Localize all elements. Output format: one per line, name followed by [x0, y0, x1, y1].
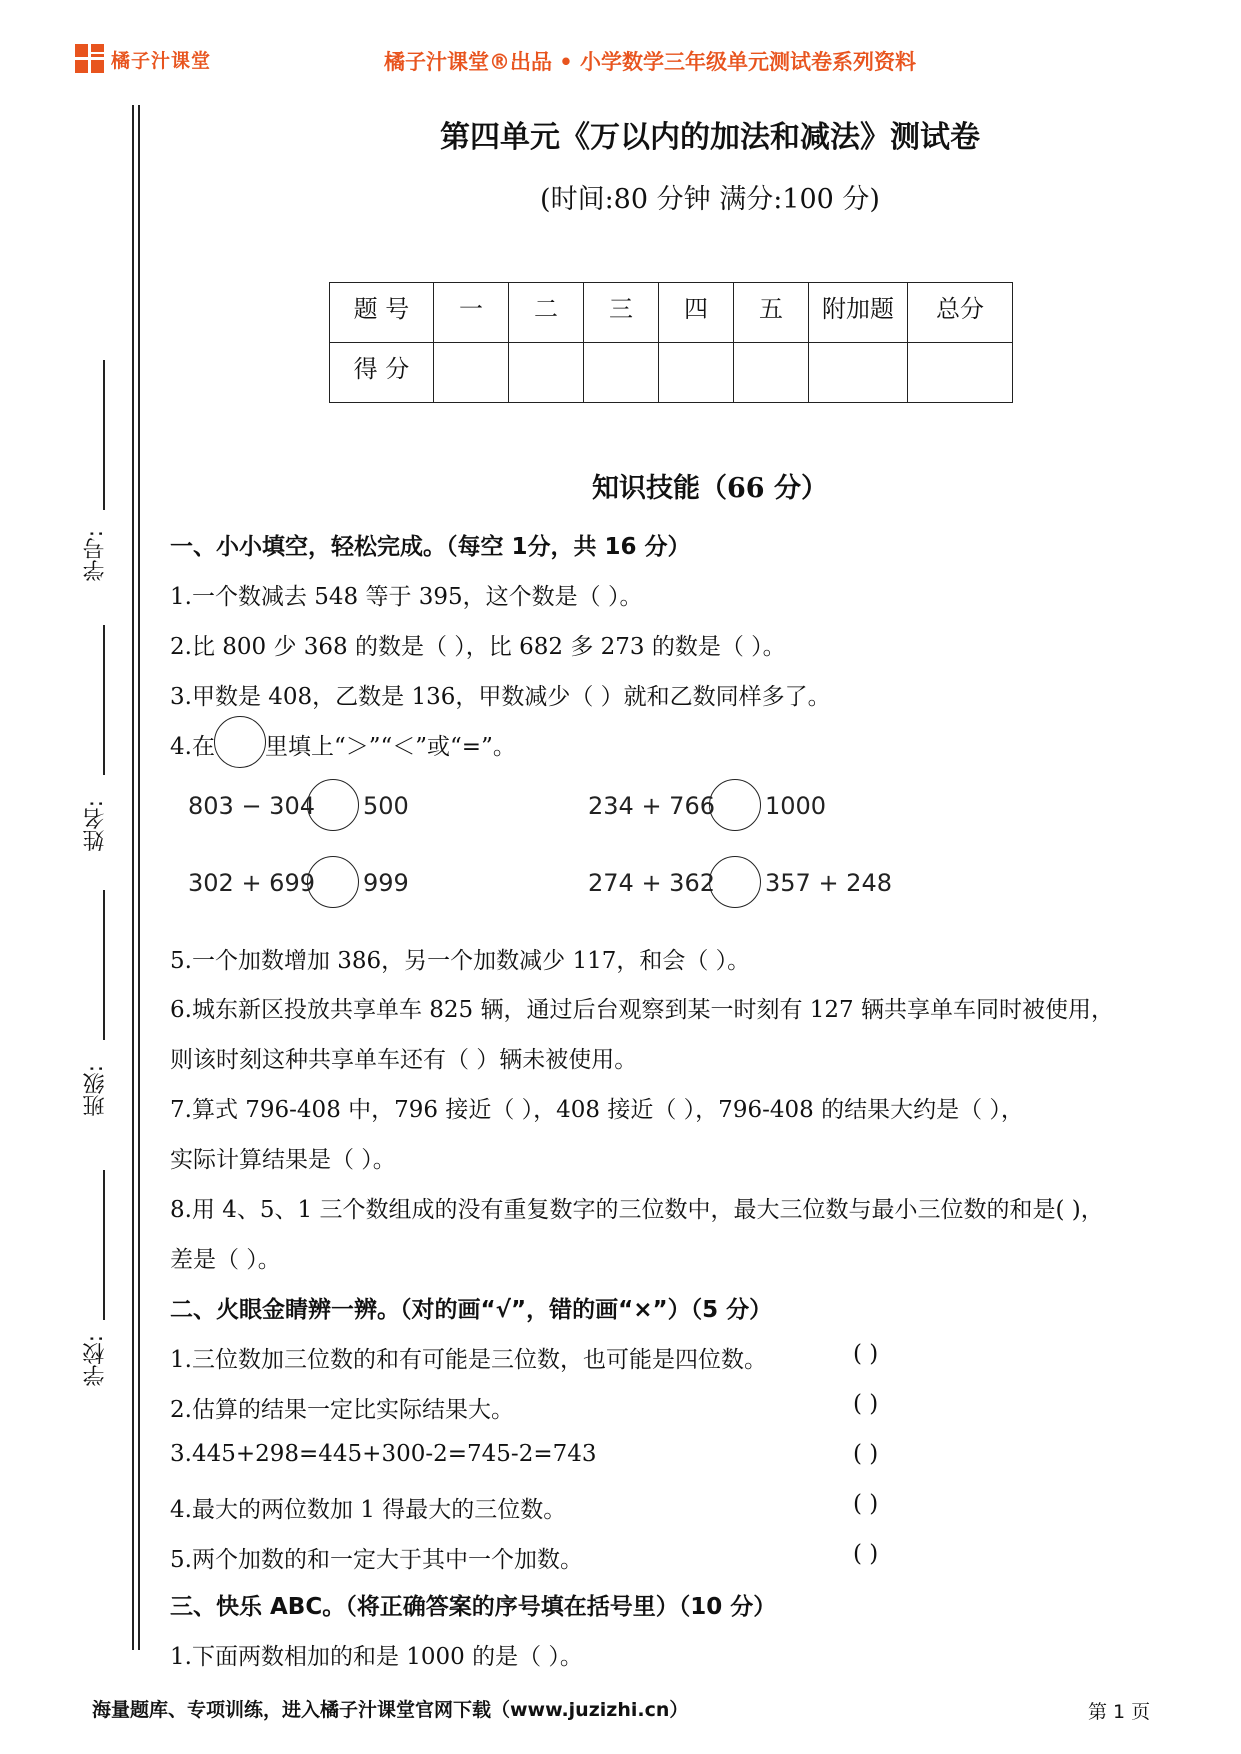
part3-q1: 1.下面两数相加的和是 1000 的是（ ）。 [170, 1644, 583, 1670]
class-label: 班级: [83, 1065, 108, 1117]
answer-paren[interactable]: ( ) [853, 1341, 879, 1367]
binding-line-inner [138, 105, 140, 1650]
expr-c-left: 302 + 699 [188, 869, 315, 897]
school-line [103, 1170, 105, 1320]
answer-paren[interactable]: ( ) [853, 1441, 879, 1467]
part1-q4-pre: 4.在 [170, 734, 215, 760]
part2-item: 1.三位数加三位数的和有可能是三位数，也可能是四位数。 [170, 1347, 767, 1373]
section-title: 知识技能（66 分） [592, 473, 828, 504]
score-table-score-row [330, 343, 1013, 403]
score-header-cell: 附加题 [809, 283, 908, 343]
answer-circle[interactable] [709, 779, 761, 831]
part1-q6-line1: 6.城东新区投放共享单车 825 辆，通过后台观察到某一时刻有 127 辆共享单车同时被使用， [170, 997, 1114, 1023]
name-line [103, 625, 105, 775]
expr-c-right: 999 [363, 869, 409, 897]
exam-subtitle: (时间:80 分钟 满分:100 分) [540, 184, 880, 215]
part1-q7-line1: 7.算式 796-408 中，796 接近（ ），408 接近（ ），796-408 的结果大约是（ ）， [170, 1097, 1024, 1123]
score-header-cell: 四 [659, 283, 734, 343]
school-label: 学校: [83, 1335, 108, 1387]
score-header-cell: 一 [434, 283, 509, 343]
expr-d-left: 274 + 362 [588, 869, 715, 897]
part1-heading: 一、小小填空，轻松完成。（每空 1分，共 16 分） [170, 534, 691, 560]
part1-q3: 3.甲数是 408，乙数是 136，甲数减少（ ）就和乙数同样多了。 [170, 684, 831, 710]
part1-q7-line2: 实际计算结果是（ ）。 [170, 1147, 396, 1173]
answer-paren[interactable]: ( ) [853, 1391, 879, 1417]
score-header-cell: 总分 [908, 283, 1013, 343]
score-header-cell: 二 [509, 283, 584, 343]
answer-circle[interactable] [709, 856, 761, 908]
score-input-cell[interactable] [809, 343, 908, 403]
class-line [103, 890, 105, 1040]
part2-item: 5.两个加数的和一定大于其中一个加数。 [170, 1547, 583, 1573]
score-header-cell: 题 号 [330, 283, 434, 343]
score-input-cell[interactable] [584, 343, 659, 403]
score-input-cell[interactable] [908, 343, 1013, 403]
page-number: 第 1 页 [1088, 1701, 1151, 1723]
brand-logo [75, 42, 285, 76]
part1-q4-post: 里填上“＞”“＜”或“=”。 [265, 734, 516, 760]
expr-a-left: 803 − 304 [188, 792, 315, 820]
answer-circle[interactable] [307, 779, 359, 831]
score-row-label: 得 分 [330, 343, 434, 403]
number-line [103, 360, 105, 510]
logo-icon [75, 44, 105, 74]
answer-paren[interactable]: ( ) [853, 1541, 879, 1567]
footer-promo: 海量题库、专项训练，进入橘子汁课堂官网下载（www.juzizhi.cn） [92, 1699, 689, 1721]
part1-q8-line1: 8.用 4、5、1 三个数组成的没有重复数字的三位数中，最大三位数与最小三位数的和是( )， [170, 1197, 1104, 1223]
score-input-cell[interactable] [509, 343, 584, 403]
name-label: 姓名: [83, 800, 108, 852]
score-header-cell: 三 [584, 283, 659, 343]
brand-name: 橘子汁课堂 [111, 49, 212, 72]
part2-item: 4.最大的两位数加 1 得最大的三位数。 [170, 1497, 567, 1523]
answer-paren[interactable]: ( ) [853, 1491, 879, 1517]
score-table-header-row [330, 283, 1013, 343]
score-input-cell[interactable] [434, 343, 509, 403]
expr-a-right: 500 [363, 792, 409, 820]
score-input-cell[interactable] [659, 343, 734, 403]
part1-q6-line2: 则该时刻这种共享单车还有（ ）辆未被使用。 [170, 1047, 638, 1073]
part1-q1: 1.一个数减去 548 等于 395，这个数是（ ）。 [170, 584, 643, 610]
answer-circle[interactable] [307, 856, 359, 908]
part2-item: 2.估算的结果一定比实际结果大。 [170, 1397, 514, 1423]
binding-line-outer [132, 105, 134, 1650]
part2-item: 3.445+298=445+300-2=745-2=743 [170, 1441, 597, 1467]
score-header-cell: 五 [734, 283, 809, 343]
expr-b-left: 234 + 766 [588, 792, 715, 820]
compare-circle-icon [214, 716, 266, 768]
part1-q5: 5.一个加数增加 386，另一个加数减少 117，和会（ ）。 [170, 948, 751, 974]
part1-q8-line2: 差是（ ）。 [170, 1247, 281, 1273]
number-label: 学号: [83, 530, 108, 582]
expr-d-right: 357 + 248 [765, 869, 892, 897]
part3-heading: 三、快乐 ABC。（将正确答案的序号填在括号里）（10 分） [170, 1594, 777, 1620]
score-input-cell[interactable] [734, 343, 809, 403]
part1-q2: 2.比 800 少 368 的数是（ ），比 682 多 273 的数是（ ）。 [170, 634, 786, 660]
score-table [329, 282, 1013, 403]
part2-heading: 二、火眼金睛辨一辨。（对的画“√”，错的画“×”）（5 分） [170, 1297, 773, 1323]
header-title: 橘子汁课堂®出品 • 小学数学三年级单元测试卷系列资料 [383, 50, 917, 74]
expr-b-right: 1000 [765, 792, 827, 820]
exam-title: 第四单元《万以内的加法和减法》测试卷 [440, 120, 980, 155]
